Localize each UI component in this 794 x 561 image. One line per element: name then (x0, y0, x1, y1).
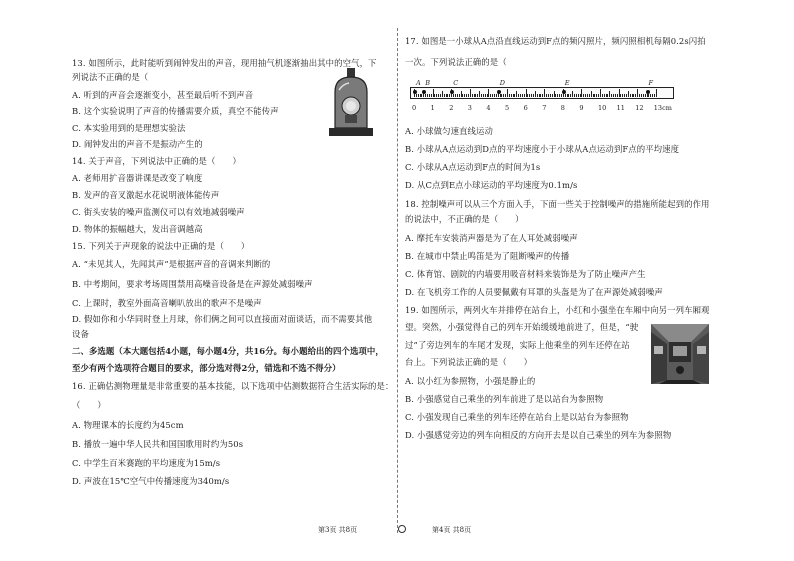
ruler-tick (568, 94, 569, 97)
ruler-tick (494, 94, 495, 97)
ruler-tick (615, 94, 616, 97)
page-divider (397, 28, 398, 533)
ruler-tick (416, 94, 417, 97)
q15-option-d-cont: 设备 (72, 329, 89, 339)
ruler-tick (604, 94, 605, 97)
ruler-tick (589, 94, 590, 97)
ruler-tick (503, 94, 504, 97)
ruler-tick (565, 94, 566, 97)
q16-option-a: A. 物理课本的长度约为45cm (72, 420, 184, 430)
ruler-tick (607, 94, 608, 97)
ruler-tick (462, 94, 463, 97)
ruler-tick (594, 94, 595, 97)
ruler-point-e: E (564, 79, 570, 87)
ball-marker (497, 90, 501, 94)
q15-option-d: D. 假如你和小华同时登上月球，你们俩之间可以直接面对面谈话，而不需要其他 (72, 314, 373, 324)
ruler-tick (483, 94, 484, 97)
ruler-tick (606, 94, 607, 97)
ruler-tick (485, 94, 486, 97)
q16-option-b: B. 播放一遍中华人民共和国国歌用时约为50s (72, 439, 244, 449)
ruler-tick (477, 94, 478, 97)
ruler-tick (550, 94, 551, 97)
ruler-tick (438, 94, 439, 97)
ruler-point-f: F (648, 79, 654, 87)
ruler-tick (552, 94, 553, 97)
ruler-tick (554, 91, 555, 97)
ruler-tick (440, 94, 441, 97)
ruler-tick (431, 94, 432, 97)
ruler-tick (459, 94, 460, 97)
ruler-tick (479, 91, 480, 97)
ruler-tick (501, 94, 502, 97)
ruler-tick (587, 94, 588, 97)
ruler-tick (619, 89, 620, 97)
q18-stem-2: 的说法中，不正确的是（ ） (405, 214, 524, 224)
ruler-tick (520, 94, 521, 97)
ruler-tick (583, 94, 584, 97)
train-station-illustration (651, 324, 709, 384)
ruler-tick (466, 94, 467, 97)
ruler-tick (420, 94, 421, 97)
ruler-tick (544, 89, 545, 97)
q18-option-c: C. 体育馆、剧院的内墙要用吸音材料来装饰是为了防止噪声产生 (405, 269, 646, 279)
ruler-tick (540, 94, 541, 97)
q16-option-c: C. 中学生百米赛跑的平均速度为15m/s (72, 458, 221, 468)
ruler-tick (436, 94, 437, 97)
ruler-number: 2 (449, 104, 454, 112)
ruler-tick (449, 94, 450, 97)
q14-option-d: D. 物体的振幅越大，发出音调越高 (72, 224, 203, 234)
ruler-number: 3 (467, 104, 472, 112)
q18-option-a: A. 摩托车安装消声器是为了在人耳处减弱噪声 (405, 233, 578, 243)
ruler-tick (626, 94, 627, 97)
ruler-tick (630, 94, 631, 97)
ball-marker (562, 90, 566, 94)
ruler-tick (596, 94, 597, 97)
ruler-tick (641, 94, 642, 97)
section-multiple-choice: 二、多选题（本大题包括4小题，每小题4分，共16分。每小题给出的四个选项中， (72, 346, 384, 356)
ruler-tick (650, 94, 651, 97)
ruler-tick (613, 94, 614, 97)
ruler-tick (609, 91, 610, 97)
q13-stem-2: 列说法不正确的是（ (72, 72, 149, 82)
q17-option-d: D. 从C点到E点小球运动的平均速度为0.1m/s (405, 180, 578, 190)
q13-stem: 13. 如图所示，此时能听到闹钟发出的声音，现用抽气机逐渐抽出其中的空气，下 (72, 58, 377, 68)
q19-stem-4: 台上。下列说法正确的是（ ） (405, 357, 533, 367)
ruler-tick (487, 94, 488, 97)
ruler-tick (611, 94, 612, 97)
q19-stem-2: 望。突然，小强觉得自己的列车开始缓缓地前进了，但是，“驶 (405, 322, 639, 332)
ruler-tick (516, 91, 517, 97)
ruler-tick (602, 94, 603, 97)
q19-option-c: C. 小强发现自己乘坐的列车还停在站台上是以站台为参照物 (405, 412, 629, 422)
q19-option-a: A. 以小红为参照物，小强是静止的 (405, 376, 536, 386)
ruler-tick (585, 94, 586, 97)
ruler-tick (557, 94, 558, 97)
q16-stem: 16. 正确估测物理量是非常重要的基本技能，以下选项中估测数据符合生活实际的是： (72, 381, 394, 391)
ruler-tick (598, 94, 599, 97)
ruler-tick (500, 94, 501, 97)
ruler-tick (652, 94, 653, 97)
ruler-tick (600, 89, 601, 97)
ruler-tick (581, 89, 582, 97)
section-instructions: 至少有两个选项符合题目的要求，部分选对得2分，错选和不选不得分） (72, 363, 341, 373)
ruler-tick (461, 91, 462, 97)
ruler-number: 10 (598, 104, 607, 112)
binding-hole-icon (398, 525, 406, 533)
q19-stem: 19. 如图所示，两列火车并排停在站台上，小红和小强坐在车厢中向另一列车厢观 (405, 305, 710, 315)
q18-stem: 18. 控制噪声可以从三个方面入手，下面一些关于控制噪声的措施所能起到的作用 (405, 199, 710, 209)
ruler-number: 7 (542, 104, 547, 112)
ruler-tick (542, 94, 543, 97)
ruler-tick (535, 91, 536, 97)
ball-marker (413, 90, 417, 94)
ruler-tick (654, 94, 655, 97)
bell-jar-illustration (327, 68, 375, 138)
ruler-tick (524, 94, 525, 97)
q19-option-d: D. 小强感觉旁边的列车向相反的方向开去是以自己乘坐的列车为参照物 (405, 430, 672, 440)
q15-option-b: B. 中考期间，要求考场周围禁用高噪音设备是在声源处减弱噪声 (72, 279, 313, 289)
q17-option-a: A. 小球做匀速直线运动 (405, 126, 493, 136)
ruler-tick (470, 89, 471, 97)
ruler-point-d: D (499, 79, 505, 87)
ruler-tick (433, 89, 434, 97)
ruler-tick (633, 94, 634, 97)
q14-option-a: A. 老师用扩音器讲课是改变了响度 (72, 173, 203, 183)
q13-option-b: B. 这个实验说明了声音的传播需要介质，真空不能传声 (72, 106, 279, 116)
ruler-tick (539, 94, 540, 97)
q16-option-d: D. 声波在15℃空气中传播速度为340m/s (72, 476, 230, 486)
ruler-tick (447, 94, 448, 97)
q13-option-a: A. 听到的声音会逐渐变小，甚至最后听不到声音 (72, 90, 254, 100)
ruler-tick (574, 94, 575, 97)
ruler-number: 11 (616, 104, 625, 112)
q13-option-c: C. 本实验用到的是理想实验法 (72, 123, 186, 133)
q14-option-b: B. 发声的音叉激起水花说明液体能传声 (72, 190, 220, 200)
ruler-tick (531, 94, 532, 97)
ruler-tick (637, 89, 638, 97)
ruler-number: 5 (505, 104, 510, 112)
ruler-tick (555, 94, 556, 97)
ruler-tick (481, 94, 482, 97)
ruler-tick (570, 94, 571, 97)
ruler-tick (620, 94, 621, 97)
ruler-tick (468, 94, 469, 97)
ruler-tick (656, 89, 657, 97)
q14-option-c: C. 街头安装的噪声监测仪可以有效地减弱噪声 (72, 207, 245, 217)
ruler-tick (591, 91, 592, 97)
q16-stem-2: （ ） (72, 400, 106, 410)
q17-stem-2: 一次。下列说法正确的是（ (405, 57, 507, 67)
q15-option-c: C. 上课时，教室外面高音喇叭放出的歌声不是噪声 (72, 298, 262, 308)
ruler-tick (624, 94, 625, 97)
ruler-tick (418, 94, 419, 97)
ruler-tick (464, 94, 465, 97)
q19-option-b: B. 小强感觉自己乘坐的列车前进了是以站台为参照物 (405, 394, 604, 404)
ruler-tick (527, 94, 528, 97)
ruler-tick (546, 94, 547, 97)
ruler-tick (434, 94, 435, 97)
ruler-tick (490, 94, 491, 97)
ruler-tick (444, 94, 445, 97)
ruler-point-b: B (425, 79, 431, 87)
ruler-tick (645, 94, 646, 97)
ruler-number: 12 (635, 104, 644, 112)
ruler-tick (529, 94, 530, 97)
q18-option-d: D. 在飞机旁工作的人员要佩戴有耳罩的头盔是为了在声源处减弱噪声 (405, 287, 663, 297)
ruler-tick (533, 94, 534, 97)
ruler-tick (580, 94, 581, 97)
q15-stem: 15. 下列关于声现象的说法中正确的是（ ） (72, 241, 250, 251)
q18-option-b: B. 在城市中禁止鸣笛是为了阻断噪声的传播 (405, 251, 570, 261)
ruler-number: 6 (523, 104, 528, 112)
ruler-tick (643, 94, 644, 97)
ruler-number: 8 (560, 104, 565, 112)
ruler-number: 13cm (653, 104, 672, 112)
ruler-tick (648, 94, 649, 97)
ruler-tick (576, 94, 577, 97)
ruler-tick (526, 89, 527, 97)
ruler-point-c: C (453, 79, 459, 87)
ball-marker (646, 90, 650, 94)
ruler-tick (507, 89, 508, 97)
ruler-number: 4 (486, 104, 491, 112)
ruler-tick (622, 94, 623, 97)
ruler-tick (442, 91, 443, 97)
ruler-number: 1 (430, 104, 435, 112)
ruler-tick (593, 94, 594, 97)
ruler-tick (514, 94, 515, 97)
ruler-tick (628, 91, 629, 97)
ruler-tick (578, 94, 579, 97)
ruler-tick (518, 94, 519, 97)
ruler-tick (567, 94, 568, 97)
ruler-tick (617, 94, 618, 97)
ruler-tick (492, 94, 493, 97)
ruler-tick (474, 94, 475, 97)
ruler-tick (511, 94, 512, 97)
q19-stem-3: 过”了旁边列车的车尾才发现，实际上他乘坐的列车还停在站 (405, 340, 630, 350)
page-number-left: 第3页 共8页 (318, 526, 358, 534)
ruler-tick (427, 94, 428, 97)
ruler-tick (548, 94, 549, 97)
ruler-tick (496, 94, 497, 97)
ruler-tick (425, 94, 426, 97)
ruler-tick (513, 94, 514, 97)
ruler-tick (488, 89, 489, 97)
ruler-tick (509, 94, 510, 97)
q17-option-c: C. 小球从A点运动到F点的时间为1s (405, 162, 541, 172)
ruler-tick (522, 94, 523, 97)
ruler-tick (457, 94, 458, 97)
ruler-tick (446, 94, 447, 97)
ruler-tick (559, 94, 560, 97)
ruler-tick (537, 94, 538, 97)
ruler-tick (635, 94, 636, 97)
ruler-number: 0 (412, 104, 417, 112)
ruler-tick (639, 94, 640, 97)
ruler-tick (632, 94, 633, 97)
ruler-tick (455, 94, 456, 97)
ruler-tick (505, 94, 506, 97)
ruler-tick (475, 94, 476, 97)
ruler-point-a: A (416, 79, 421, 87)
q14-stem: 14. 关于声音，下列说法中正确的是（ ） (72, 156, 241, 166)
q15-option-a: A. “未见其人，先闻其声”是根据声音的音调来判断的 (72, 259, 271, 269)
ruler-tick (453, 94, 454, 97)
ruler-tick (561, 94, 562, 97)
ruler-tick (472, 94, 473, 97)
ruler-tick (572, 91, 573, 97)
ruler-tick (429, 94, 430, 97)
page-number-right: 第4页 共8页 (432, 526, 472, 534)
q17-option-b: B. 小球从A点运动到D点的平均速度小于小球从A点运动到F点的平均速度 (405, 144, 680, 154)
q17-stem: 17. 如图是一小球从A点沿直线运动到F点的频闪照片，频闪照相机每隔0.2s闪拍 (405, 36, 706, 46)
ruler-number: 9 (579, 104, 584, 112)
ruler-tick (421, 94, 422, 97)
q13-option-d: D. 闹钟发出的声音不是振动产生的 (72, 139, 203, 149)
